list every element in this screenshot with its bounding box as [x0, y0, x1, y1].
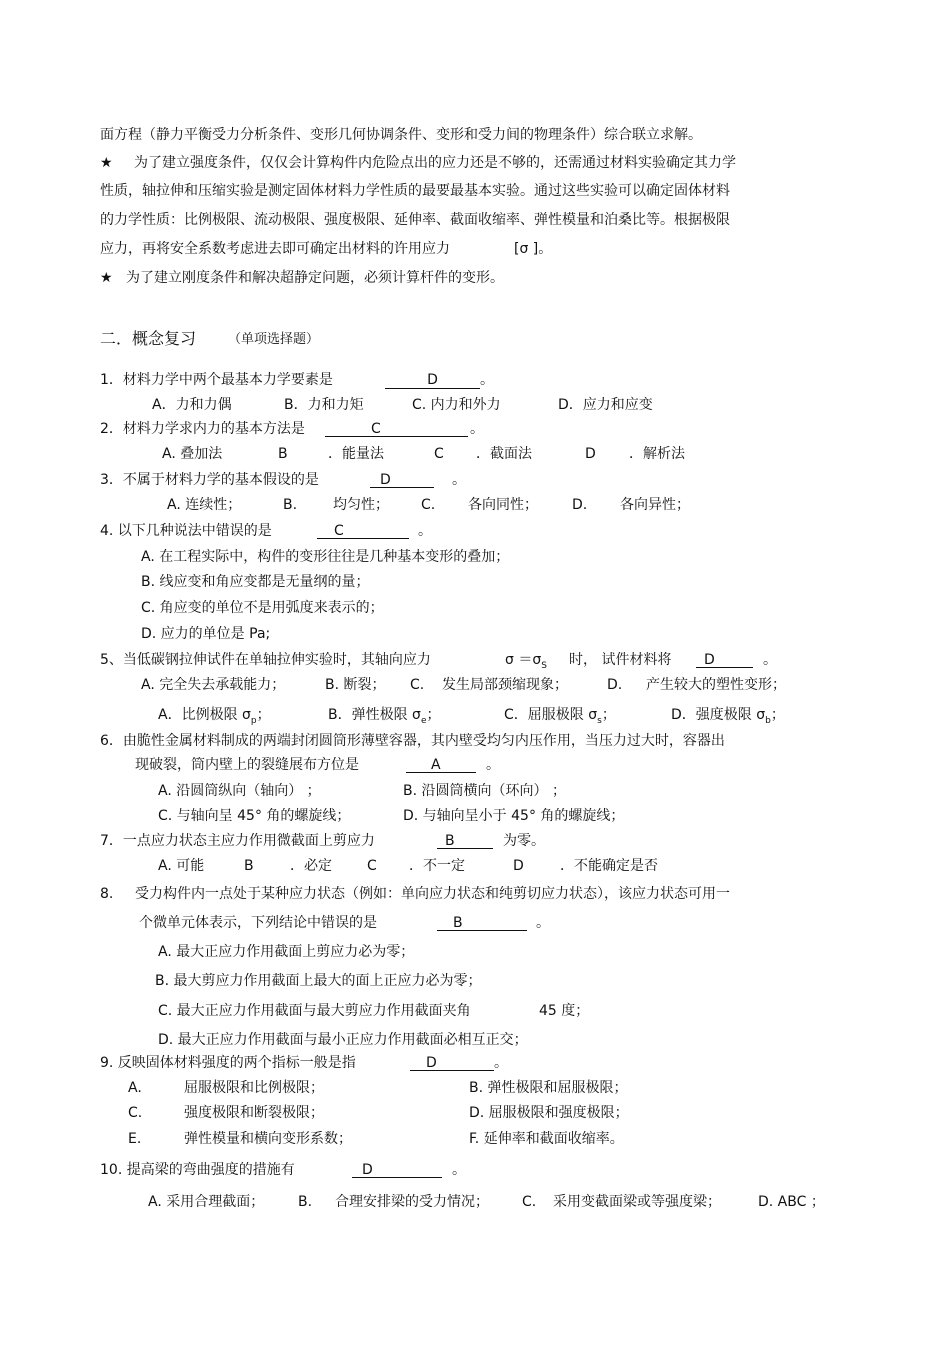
option-a: A. 采用合理截面；	[148, 1194, 265, 1210]
option-e: 弹性模量和横向变形系数；	[184, 1131, 352, 1147]
option-b: B. 断裂；	[325, 677, 386, 693]
limit-option-text: A．比例极限 σ	[158, 707, 251, 723]
subscript: p	[250, 716, 257, 726]
question-end: 。	[763, 652, 777, 668]
limit-option-text: D．强度极限 σ	[671, 707, 766, 723]
option-a: A. 沿圆筒纵向（轴向） ；	[158, 783, 321, 799]
option-a-letter: A.	[128, 1080, 142, 1096]
option-d: ．不能确定是否	[560, 858, 658, 874]
punctuation: ；	[601, 707, 616, 723]
intro-text: 应力，再将安全系数考虑进去即可确定出材料的许用应力	[100, 241, 450, 257]
stress-condition	[505, 651, 547, 671]
option-d-letter: D.	[607, 677, 623, 693]
option-a: A．力和力偶	[152, 397, 232, 413]
question-stem: 2．材料力学求内力的基本方法是	[100, 421, 305, 437]
option-a: A. 可能	[158, 858, 205, 874]
punctuation: ；	[770, 707, 785, 723]
option-d: D．应力和应变	[558, 397, 653, 413]
option-c-letter: C.	[421, 497, 436, 513]
option-d: D. ABC ；	[758, 1194, 825, 1210]
question-end: 。	[480, 372, 494, 388]
option-a: A. 最大正应力作用截面上剪应力必为零；	[158, 944, 415, 960]
option-b: B．力和力矩	[284, 397, 364, 413]
intro-text: [σ ]。	[514, 241, 553, 257]
option-b-letter: B.	[298, 1194, 313, 1210]
intro-text: 为了建立刚度条件和解决超静定问题，必须计算杆件的变形。	[126, 270, 504, 286]
question-end: 为零。	[503, 833, 545, 849]
option-c-letter: C	[434, 446, 444, 462]
option-c: ．不一定	[409, 858, 465, 874]
option-c: 强度极限和断裂极限；	[184, 1105, 324, 1121]
question-end: 。	[418, 523, 432, 539]
limit-option-a	[158, 706, 271, 726]
option-c: 各向同性；	[468, 497, 538, 513]
section-note: （单项选择题）	[228, 332, 320, 347]
question-number: 8.	[100, 886, 114, 902]
option-c: C. 角应变的单位不是用弧度来表示的；	[141, 600, 384, 616]
question-stem: 10. 提高梁的弯曲强度的措施有	[100, 1162, 295, 1178]
option-b: B. 弹性极限和屈服极限；	[469, 1080, 628, 1096]
option-b: B. 线应变和角应变都是无量纲的量；	[141, 574, 370, 590]
option-d: 产生较大的塑性变形；	[646, 677, 786, 693]
option-b: ．必定	[290, 858, 332, 874]
option-d-letter: D.	[572, 497, 588, 513]
option-b: 均匀性；	[333, 497, 389, 513]
question-end: 。	[494, 1055, 508, 1071]
option-c-letter: C.	[522, 1194, 537, 1210]
limit-option-c	[504, 706, 616, 726]
option-c: C. 与轴向呈 45° 角的螺旋线；	[158, 808, 351, 824]
limit-option-b	[328, 706, 440, 726]
answer-blank: A	[406, 756, 476, 773]
option-c-letter: C	[367, 858, 377, 874]
option-c: C. 内力和外力	[412, 397, 501, 413]
question-stem-continued: 时， 试件材料将	[569, 652, 672, 668]
option-b: 合理安排梁的受力情况；	[335, 1194, 489, 1210]
answer-blank: D	[385, 371, 480, 389]
option-a: A. 连续性；	[167, 497, 242, 513]
question-end: 。	[536, 915, 550, 931]
option-b: ．能量法	[328, 446, 384, 462]
option-a: 屈服极限和比例极限；	[184, 1080, 324, 1096]
option-b: B. 沿圆筒横向（环向） ；	[403, 783, 566, 799]
question-stem-continued: 现破裂，筒内壁上的裂缝展布方位是	[135, 757, 359, 773]
option-d-letter: D	[585, 446, 596, 462]
question-stem: 9. 反映固体材料强度的两个指标一般是指	[100, 1055, 356, 1071]
intro-text: 性质，轴拉伸和压缩实验是测定固体材料力学性质的最要最基本实验。通过这些实验可以确定固体材料	[100, 183, 730, 199]
option-d-letter: D	[513, 858, 524, 874]
question-stem: 6．由脆性金属材料制成的两端封闭圆筒形薄壁容器，其内壁受均匀内压作用，当压力过大时，容器出	[100, 733, 725, 749]
question-stem-continued: 个微单元体表示，下列结论中错误的是	[139, 915, 377, 931]
option-f: F. 延伸率和截面收缩率。	[469, 1131, 624, 1147]
subscript: e	[420, 716, 427, 726]
limit-option-text: C．屈服极限 σ	[504, 707, 598, 723]
punctuation: ；	[256, 707, 271, 723]
option-c: 采用变截面梁或等强度梁；	[553, 1194, 721, 1210]
option-c-letter: C.	[410, 677, 425, 693]
option-d: ．解析法	[629, 446, 685, 462]
question-end: 。	[486, 757, 500, 773]
answer-blank: C	[317, 522, 409, 539]
option-d: 各向异性；	[620, 497, 690, 513]
option-d: D. 屈服极限和强度极限；	[469, 1105, 629, 1121]
answer-blank: C	[325, 420, 468, 437]
option-a: A. 完全失去承载能力；	[141, 677, 286, 693]
stress-condition-text: σ ＝σ	[505, 652, 542, 668]
option-d: D. 最大正应力作用截面与最小正应力作用截面必相互正交；	[158, 1032, 528, 1048]
limit-option-d	[671, 706, 785, 726]
answer-blank: D	[696, 651, 753, 668]
question-end: 。	[452, 1162, 466, 1178]
option-d: D. 与轴向呈小于 45° 角的螺旋线；	[403, 808, 625, 824]
question-stem: 1．材料力学中两个最基本力学要素是	[100, 372, 333, 388]
question-stem: 5、当低碳钢拉伸试件在单轴拉伸实验时，其轴向应力	[100, 652, 431, 668]
section-title: 二．概念复习	[100, 329, 197, 348]
question-stem: 4. 以下几种说法中错误的是	[100, 523, 272, 539]
option-c: ．截面法	[476, 446, 532, 462]
option-b-letter: B	[244, 858, 254, 874]
limit-option-text: B．弹性极限 σ	[328, 707, 421, 723]
answer-blank: B	[437, 832, 493, 849]
intro-text: 面方程（静力平衡受力分析条件、变形几何协调条件、变形和受力间的物理条件）综合联立求解。	[100, 127, 702, 143]
question-stem: 7．一点应力状态主应力作用微截面上剪应力	[100, 833, 375, 849]
subscript: S	[541, 661, 547, 671]
option-c: C. 最大正应力作用截面与最大剪应力作用截面夹角	[158, 1003, 471, 1019]
option-b: B. 最大剪应力作用截面上最大的面上正应力必为零；	[155, 973, 482, 989]
answer-blank: D	[370, 471, 434, 488]
question-end: 。	[452, 472, 466, 488]
subscript: b	[765, 716, 771, 726]
intro-text: 的力学性质：比例极限、流动极限、强度极限、延伸率、截面收缩率、弹性模量和泊桑比等。根据极限	[100, 212, 730, 228]
option-b-letter: B	[278, 446, 288, 462]
subscript: s	[597, 716, 602, 726]
star-icon: ★	[100, 155, 113, 171]
option-c-continued: 45 度；	[539, 1003, 590, 1019]
intro-text: 为了建立强度条件，仅仅会计算构件内危险点出的应力还是不够的，还需通过材料实验确定其力学	[134, 155, 736, 171]
question-stem: 3．不属于材料力学的基本假设的是	[100, 472, 319, 488]
answer-blank: B	[437, 914, 527, 931]
answer-blank: D	[410, 1054, 494, 1071]
option-a: A. 在工程实际中，构件的变形往往是几种基本变形的叠加；	[141, 549, 510, 565]
answer-blank: D	[352, 1161, 442, 1178]
punctuation: ；	[426, 707, 441, 723]
option-c-letter: C.	[128, 1105, 143, 1121]
option-c: 发生局部颈缩现象；	[442, 677, 568, 693]
star-icon: ★	[100, 270, 113, 286]
option-d: D. 应力的单位是 Pa;	[141, 626, 271, 642]
question-end: 。	[470, 421, 484, 437]
option-b-letter: B.	[283, 497, 298, 513]
question-stem: 受力构件内一点处于某种应力状态（例如：单向应力状态和纯剪切应力状态），该应力状态可用一	[135, 886, 730, 902]
option-a: A. 叠加法	[162, 446, 223, 462]
option-e-letter: E.	[128, 1131, 142, 1147]
